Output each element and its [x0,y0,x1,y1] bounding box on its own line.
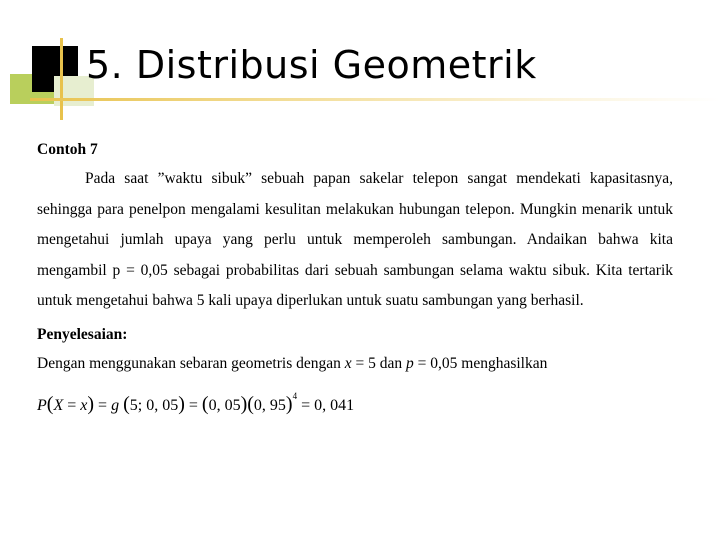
formula-exponent: 4 [292,390,298,401]
solution-var-p: p [406,354,414,372]
formula-x: x [80,396,88,414]
formula-args: 5; 0, 05 [129,396,179,414]
slide-content [37,138,673,421]
formula-eq-4: = [301,396,311,414]
solution-heading: Penyelesaian: [37,325,128,343]
formula-P: P [37,396,47,414]
solution-line [37,349,673,379]
probability-formula: P(X = x) = g (5; 0, 05) = (0, 05)(0, 95)$^4$ = 0, 041 [37,390,355,415]
slide-title: 5. Distribusi Geometrik [86,43,537,87]
example-heading: Contoh 7 [37,141,98,158]
example-paragraph: Pada saat ”waktu sibuk” sebuah papan sakelar telepon sangat mendekati kapasitasnya, sehingga para penelpon mengalami kesulitan melakukan hubungan telepon. Mungkin menarik untuk mengetahui jumlah upaya yang perlu untuk memperoleh sambungan. Andaikan bahwa kita mengambil p = 0,05 sebagai probabilitas dari sebuah sambungan selama waktu sibuk. Kita tertarik untuk mengetahui bahwa 5 kali upaya diperlukan untuk suatu sambungan yang berhasil. [37,170,673,309]
solution-eq-x: = 5 dan [351,354,407,372]
formula-result: 0, 041 [314,396,355,414]
formula-factor-1: 0, 05 [208,396,241,414]
title-underline [30,98,720,101]
formula-X: X [53,396,64,414]
solution-var-x: x [344,354,352,372]
formula-eq-1: = [67,396,77,414]
formula-factor-2: 0, 95 [253,396,286,414]
solution-eq-p: = 0,05 menghasilkan [413,354,548,372]
formula-eq-2: = [98,396,108,414]
solution-line-prefix: Dengan menggunakan sebaran geometris dengan [37,354,345,372]
formula-g: g [111,396,120,414]
ornament-vertical-line [60,38,63,120]
formula-eq-3: = [188,396,198,414]
